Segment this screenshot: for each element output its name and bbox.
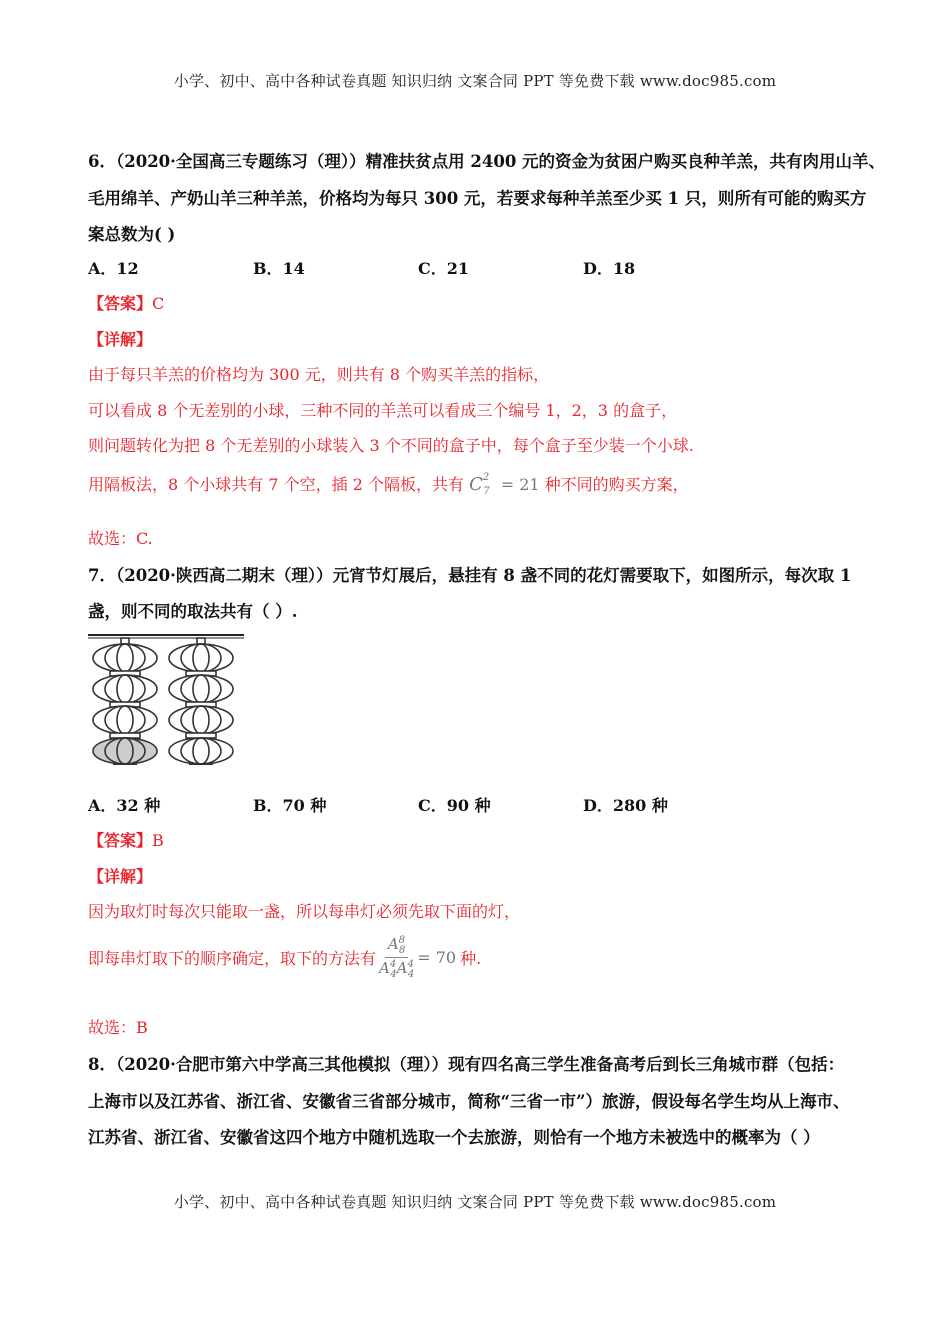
lantern-string-left: [93, 638, 157, 764]
lantern-string-right: [169, 638, 233, 764]
q7-conclusion: 故选：B: [88, 1018, 148, 1037]
q8-stem-line1: 8．（2020·合肥市第六中学高三其他模拟（理））现有四名高三学生准备高考后到长三角城市群（包括：: [88, 1055, 845, 1074]
q8-stem-line2: 上海市以及江苏省、浙江省、安徽省三省部分城市，简称“三省一市”）旅游，假设每名学生均从上海市、: [88, 1092, 850, 1111]
q7-option-d: D．280 种: [583, 796, 668, 815]
q6-stem-line2: 毛用绵羊、产奶山羊三种羊羔，价格均为每只 300 元，若要求每种羊羔至少买 1 只，则所有可能的购买方: [88, 189, 867, 208]
q7-detail2-pre: 即每串灯取下的顺序确定，取下的方法有: [88, 948, 377, 968]
q7-option-b: B．70 种: [253, 796, 327, 815]
q6-conclusion: 故选：C.: [88, 529, 153, 548]
q7-detail-line1: 因为取灯时每次只能取一盏，所以每串灯必须先取下面的灯，: [88, 902, 521, 921]
q7-stem-line1: 7．（2020·陕西高二期末（理））元宵节灯展后，悬挂有 8 盏不同的花灯需要取下，如图所示，每次取 1: [88, 566, 852, 585]
q7-option-a: A．32 种: [88, 796, 161, 815]
q7-option-c: C．90 种: [418, 796, 491, 815]
q7-formula-result: = 70: [417, 947, 457, 967]
q6-option-a: A．12: [88, 259, 139, 278]
q6-detail-line3: 则问题转化为把 8 个无差别的小球装入 3 个不同的盒子中，每个盒子至少装一个小球.: [88, 436, 694, 455]
q6-detail-label: 【详解】: [88, 330, 153, 349]
q7-permutation-fraction: $\frac{A^8_8}{A^4_4A^4_4}$: [379, 934, 415, 980]
q7-detail-label: 【详解】: [88, 867, 153, 886]
q7-answer-label: 【答案】: [88, 831, 153, 850]
q6-answer: [88, 291, 164, 314]
q6-answer-label: 【答案】: [88, 294, 153, 313]
q7-detail-line2: [88, 932, 481, 982]
q7-stem-line2: 盏，则不同的取法共有（ ）.: [88, 602, 298, 621]
page-header: 小学、初中、高中各种试卷真题 知识归纳 文案合同 PPT 等免费下载 www.doc985.com: [173, 72, 777, 90]
q6-detail-line4: [88, 472, 689, 497]
q6-combination-formula: $C^2_7 = 21$: [469, 471, 540, 498]
q6-stem-line1: 6．（2020·全国高三专题练习（理））精准扶贫点用 2400 元的资金为贫困户购买良种羊羔，共有肉用山羊、: [88, 152, 886, 171]
q6-answer-value: C: [152, 294, 165, 313]
q7-answer-value: B: [152, 831, 164, 850]
q7-answer: [88, 828, 164, 851]
q6-option-d: D．18: [583, 259, 636, 278]
q6-formula-result: = 21: [500, 474, 540, 494]
q6-option-c: C．21: [418, 259, 470, 278]
page-footer: 小学、初中、高中各种试卷真题 知识归纳 文案合同 PPT 等免费下载 www.doc985.com: [173, 1193, 777, 1211]
q6-detail-line1: 由于每只羊羔的价格均为 300 元，则共有 8 个购买羊羔的指标，: [88, 365, 550, 384]
q8-stem-line3: 江苏省、浙江省、安徽省这四个地方中随机选取一个去旅游，则恰有一个地方未被选中的概率为（ ）: [88, 1128, 820, 1147]
q6-option-b: B．14: [253, 259, 305, 278]
q7-detail2-post: 种.: [460, 948, 482, 968]
q6-detail4-pre: 用隔板法，8 个小球共有 7 个空，插 2 个隔板，共有: [88, 475, 464, 494]
q6-detail-line2: 可以看成 8 个无差别的小球，三种不同的羊羔可以看成三个编号 1，2，3 的盒子，: [88, 401, 678, 420]
q6-detail4-post: 种不同的购买方案，: [544, 475, 689, 494]
q6-stem-line3: 案总数为( ): [88, 225, 176, 244]
lantern-figure: [88, 628, 248, 768]
